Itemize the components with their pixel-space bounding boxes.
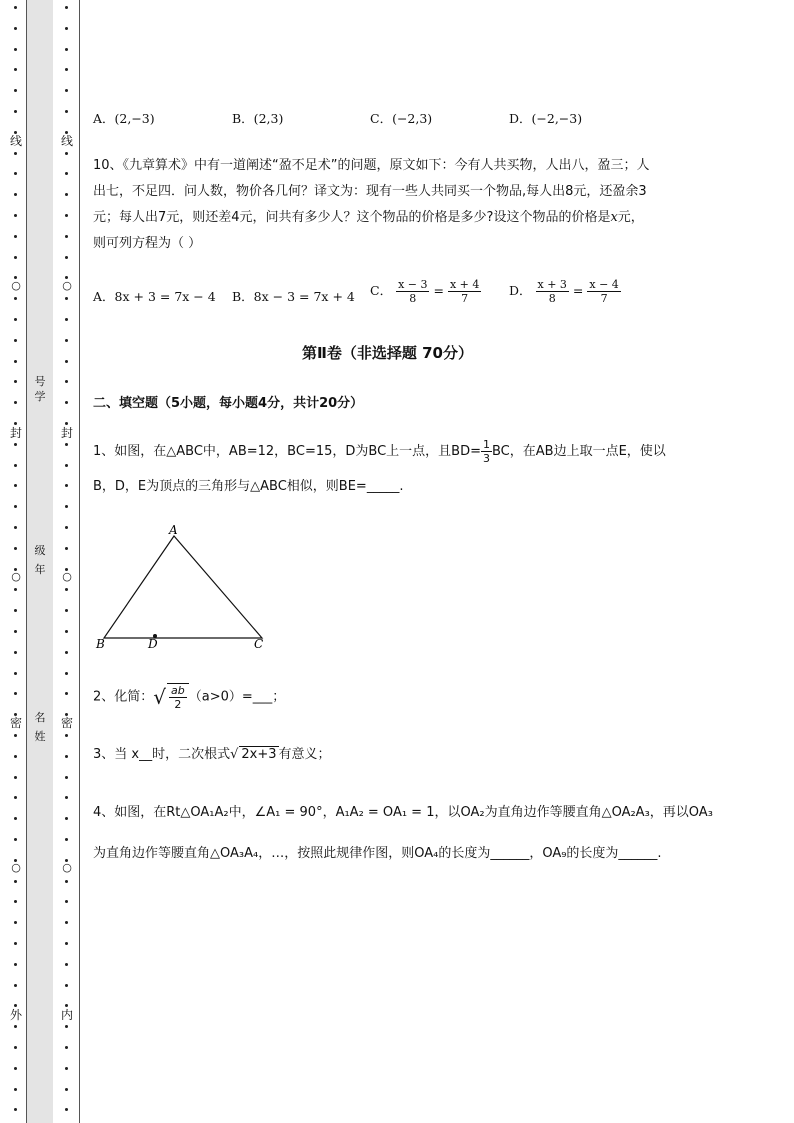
dot: [14, 318, 17, 321]
dot: [14, 942, 17, 945]
fraction-numerator: x − 3: [398, 278, 428, 291]
dot: [65, 339, 68, 342]
q1-line-1-b: BC，在AB边上取一点E，使以: [491, 444, 666, 459]
dot: [14, 921, 17, 924]
dot: [14, 796, 17, 799]
dot: [65, 1088, 68, 1091]
vertex-label-c: C: [254, 637, 264, 651]
fraction-numerator: 1: [482, 438, 490, 451]
section-2-title: 二、填空题（5小题，每小题4分，共计20分）: [93, 396, 364, 411]
dot: [65, 776, 68, 779]
dot: [14, 547, 17, 550]
q9-option-d: D．(−2,−3): [509, 111, 583, 126]
dot: [65, 526, 68, 529]
dot: [65, 214, 68, 217]
q10-option-a: A．8x + 3 = 7x − 4: [93, 289, 216, 304]
label-xuehao: [32, 374, 48, 404]
q1-line-2: B，D，E为顶点的三角形与△ABC相似，则BE=_____.: [93, 479, 404, 494]
dot: [65, 984, 68, 987]
triangle-abc: [104, 536, 262, 638]
fraction-denominator: 7: [461, 292, 469, 305]
q2-prefix: 2、化简：: [93, 689, 154, 705]
equals-sign: =: [433, 283, 444, 298]
dot: [14, 963, 17, 966]
q10-line-3-tail: 元，: [617, 210, 644, 225]
mark-feng-left: 封: [9, 426, 22, 440]
dot: [14, 984, 17, 987]
dot: [14, 172, 17, 175]
dot: [65, 1067, 68, 1070]
dot: [14, 193, 17, 196]
triangle-figure: [90, 520, 280, 655]
circle-mark: ○: [62, 570, 72, 583]
dot: [65, 48, 68, 51]
dot: [14, 1046, 17, 1049]
label-xingming: [32, 710, 48, 744]
mark-feng-right: 封: [60, 426, 73, 440]
dot: [14, 776, 17, 779]
dot: [65, 152, 68, 155]
q9-option-c: C．(−2,3): [370, 111, 433, 126]
fraction-denominator: 8: [548, 292, 556, 305]
label-hao: 号: [34, 375, 46, 388]
q10-line-3: [93, 205, 644, 231]
q10-option-b: B．8x − 3 = 7x + 4: [232, 289, 355, 304]
dot: [65, 880, 68, 883]
dot: [65, 734, 68, 737]
q3-prefix: 3、当 x__时，二次根式: [93, 747, 231, 762]
dot: [65, 235, 68, 238]
point-label-d: D: [148, 637, 158, 651]
q10-line-2: 出七，不足四．问人数，物价各几何？译文为：现有一些人共同买一个物品,每人出8元，还盈余3: [93, 184, 647, 199]
dot: [14, 484, 17, 487]
vertex-label-b: B: [96, 637, 105, 651]
binding-strip-inner: [53, 0, 80, 1123]
dot: [14, 380, 17, 383]
dot: [14, 68, 17, 71]
dot: [65, 1046, 68, 1049]
dot: [14, 152, 17, 155]
mark-nei-right: 内: [60, 1008, 73, 1022]
dot: [14, 526, 17, 529]
dot: [14, 817, 17, 820]
fraction: [587, 278, 620, 305]
fraction-numerator: ab: [171, 684, 185, 697]
q10-option-d: [509, 278, 621, 305]
dot: [65, 838, 68, 841]
q4-line-2: 为直角边作等腰直角△OA₃A₄，…，按照此规律作图，则OA₄的长度为______，OA₉的长度为______.: [93, 846, 662, 861]
fraction-one-third: [481, 438, 492, 465]
dot: [65, 443, 68, 446]
equals-sign: =: [572, 283, 584, 298]
dot: [14, 110, 17, 113]
fraction-denominator: 8: [409, 292, 417, 305]
circle-mark: ○: [11, 570, 21, 583]
mark-xian-right: 线: [60, 134, 73, 148]
q2-line: [93, 680, 285, 715]
dot: [65, 27, 68, 30]
label-ming: 名: [34, 711, 46, 724]
fraction-denominator: 2: [174, 698, 182, 711]
dot: [65, 547, 68, 550]
q10-line-3-text: 元；每人出7元，则还差4元，问共有多少人？这个物品的价格是多少?设这个物品的价格是: [93, 210, 611, 225]
q9-option-b: B．(2,3): [232, 111, 284, 126]
dot: [65, 651, 68, 654]
q10-option-c-label: C．: [370, 283, 393, 298]
dot: [14, 401, 17, 404]
dot: [65, 256, 68, 259]
q1-line-1-a: 1、如图，在△ABC中，AB=12，BC=15，D为BC上一点，且BD=: [93, 444, 481, 459]
fraction-denominator: 7: [600, 292, 608, 305]
sqrt-sign: √: [153, 685, 167, 709]
dot: [14, 505, 17, 508]
circle-mark: ○: [11, 861, 21, 874]
dot: [14, 672, 17, 675]
dot: [14, 27, 17, 30]
q10-line-1: 10、《九章算术》中有一道阐述“盈不足术”的问题，原文如下：今有人共买物，人出八，盈三；人: [93, 158, 650, 173]
dot: [65, 755, 68, 758]
dot: [14, 734, 17, 737]
dot: [65, 464, 68, 467]
dot: [14, 339, 17, 342]
dot: [14, 89, 17, 92]
label-xue: 学: [34, 390, 46, 403]
mark-mi-left: 密: [9, 716, 22, 730]
radical-fraction: [167, 683, 189, 711]
dot: [14, 651, 17, 654]
circle-mark: ○: [62, 279, 72, 292]
dot: [14, 630, 17, 633]
dot: [14, 588, 17, 591]
dot: [14, 1025, 17, 1028]
fraction-numerator: x + 3: [537, 278, 567, 291]
fraction: [536, 278, 569, 305]
dot: [65, 672, 68, 675]
dot: [14, 1067, 17, 1070]
q2-suffix: （a>0）=___；: [188, 689, 286, 705]
dot: [14, 1108, 17, 1111]
dot: [14, 755, 17, 758]
dot: [65, 360, 68, 363]
fraction-denominator: 3: [482, 452, 490, 465]
fraction: [396, 278, 429, 305]
mark-wai-left: 外: [9, 1008, 22, 1022]
q3-suffix: 有意义；: [278, 747, 331, 762]
dot: [65, 963, 68, 966]
dot: [14, 443, 17, 446]
q10-variable-x: x: [610, 210, 618, 225]
dot: [65, 942, 68, 945]
dot: [14, 235, 17, 238]
q3-line: [93, 742, 331, 768]
label-nian: 年: [34, 563, 46, 576]
fraction-numerator: x − 4: [589, 278, 619, 291]
dot: [65, 318, 68, 321]
part-2-title: 第Ⅱ卷（非选择题 70分）: [302, 344, 473, 362]
q10-option-c: [370, 278, 481, 305]
dot: [14, 880, 17, 883]
fraction: [448, 278, 481, 305]
sqrt-sign: √: [230, 747, 239, 762]
dot: [14, 692, 17, 695]
dot: [14, 838, 17, 841]
q10-line-4: 则可列方程为（ ）: [93, 236, 202, 251]
q10-option-d-label: D．: [509, 283, 532, 298]
dot: [65, 630, 68, 633]
dot: [14, 1088, 17, 1091]
dot: [14, 900, 17, 903]
fraction-numerator: x + 4: [449, 278, 480, 291]
dot: [14, 6, 17, 9]
dot: [65, 6, 68, 9]
dot: [65, 110, 68, 113]
dot: [14, 609, 17, 612]
dot: [14, 256, 17, 259]
radicand: 2x+3: [241, 747, 277, 762]
q1-line-1: [93, 438, 666, 465]
vertex-label-a: A: [169, 523, 178, 537]
dot: [14, 48, 17, 51]
q4-line-1: 4、如图，在Rt△OA₁A₂中，∠A₁ = 90°，A₁A₂ = OA₁ = 1，以OA₂为直角边作等腰直角△OA₂A₃，再以OA₃: [93, 805, 713, 820]
label-ji: 级: [34, 544, 46, 557]
circle-mark: ○: [11, 279, 21, 292]
dot: [14, 464, 17, 467]
q9-option-a: A．(2,−3): [93, 111, 155, 126]
dot: [14, 214, 17, 217]
label-xing: 姓: [34, 730, 46, 743]
label-nianji: [32, 543, 48, 577]
mark-xian-left: 线: [9, 134, 22, 148]
circle-mark: ○: [62, 861, 72, 874]
mark-mi-right: 密: [60, 716, 73, 730]
dot: [14, 360, 17, 363]
dot: [14, 297, 17, 300]
